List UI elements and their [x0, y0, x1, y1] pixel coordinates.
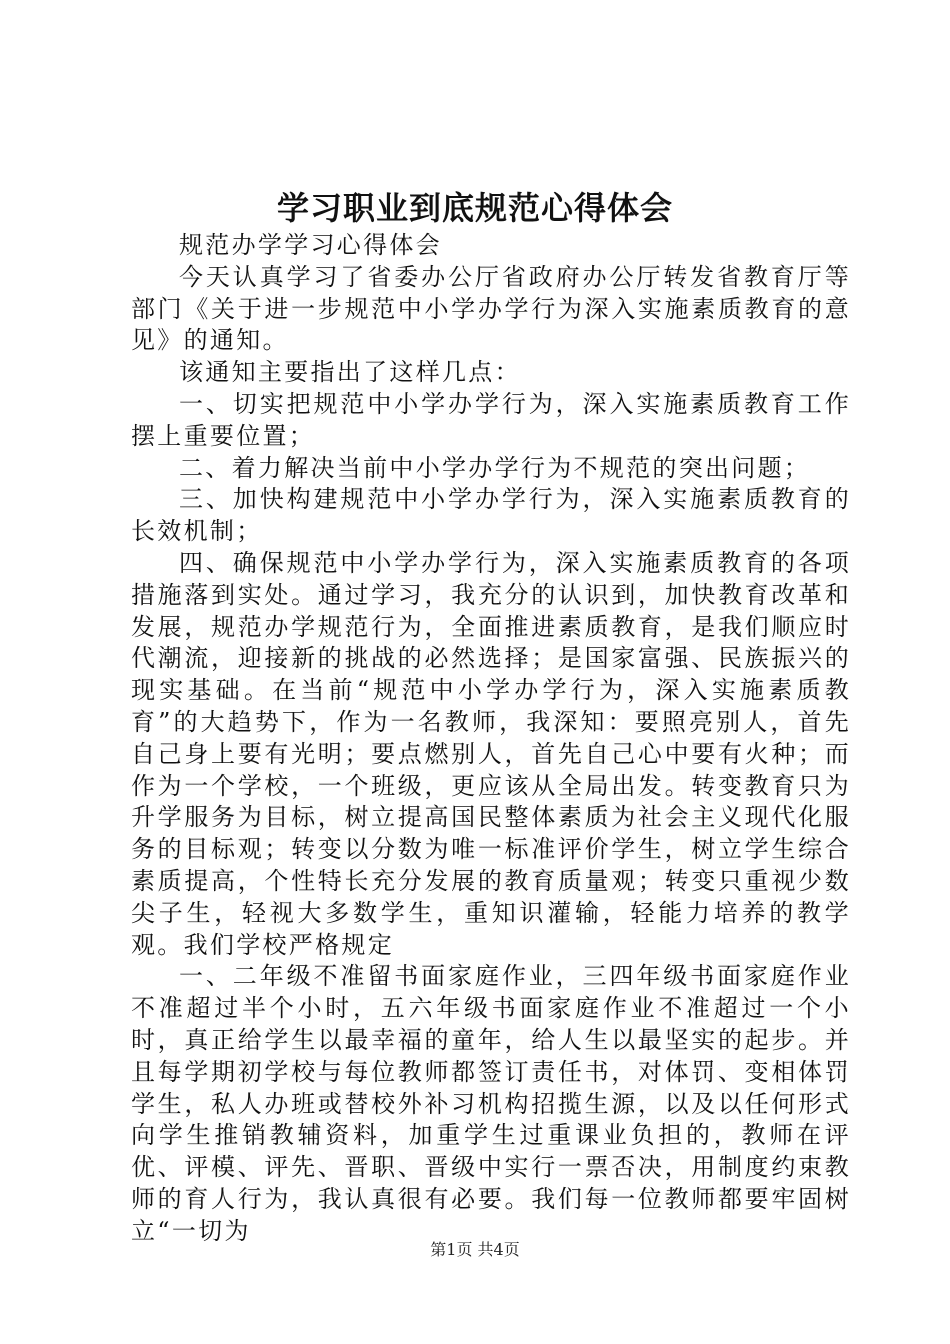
paragraph-point-2: 二、着力解决当前中小学办学行为不规范的突出问题；	[179, 453, 811, 482]
document-title: 学习职业到底规范心得体会	[276, 189, 673, 227]
document-body	[131, 230, 851, 1248]
paragraph-point-3: 三、加快构建规范中小学办学行为，深入实施素质教育的长效机制；	[131, 485, 851, 546]
paragraph-point-1: 一、切实把规范中小学办学行为，深入实施素质教育工作摆上重要位置；	[131, 389, 851, 450]
paragraph-points-lead: 该通知主要指出了这样几点：	[179, 358, 521, 387]
paragraph-intro: 今天认真学习了省委办公厅省政府办公厅转发省教育厅等部门《关于进一步规范中小学办学行为深入实施素质教育的意见》的通知。	[131, 262, 851, 355]
paragraph-subtitle: 规范办学学习心得体会	[179, 231, 442, 259]
paragraph-point-4: 四、确保规范中小学办学行为，深入实施素质教育的各项措施落到实处。通过学习，我充分的认识到，加快教育改革和发展，规范办学规范行为，全面推进素质教育，是我们顺应时代潮流，迎接新的挑战的必然选择；是国家富强、民族振兴的现实基础。在当前“规范中小学办学行为，深入实施素质教育”的大趋势下，作为一名教师，我深知：要照亮别人，首先自己身上要有光明；要点燃别人，首先自己心中要有火种；而作为一个学校，一个班级，更应该从全局出发。转变教育只为升学服务为目标，树立提高国民整体素质为社会主义现代化服务的目标观；转变以分数为唯一标准评价学生，树立学生综合素质提高，个性特长充分发展的教育质量观；转变只重视少数尖子生，轻视大多数学生，重知识灌输，轻能力培养的教学观。我们学校严格规定	[131, 548, 851, 959]
paragraph-school-rule: 一、二年级不准留书面家庭作业，三四年级书面家庭作业不准超过半个小时，五六年级书面家庭作业不准超过一个小时，真正给学生以最幸福的童年，给人生以最坚实的起步。并且每学期初学校与每位教师都签订责任书，对体罚、变相体罚学生，私人办班或替校外补习机构招揽生源，以及以任何形式向学生推销教辅资料，加重学生过重课业负担的，教师在评优、评模、评先、晋职、晋级中实行一票否决，用制度约束教师的育人行为，我认真很有必要。我们每一位教师都要牢固树立“一切为	[131, 962, 851, 1245]
page-number-footer: 第1页 共4页	[430, 1240, 520, 1259]
